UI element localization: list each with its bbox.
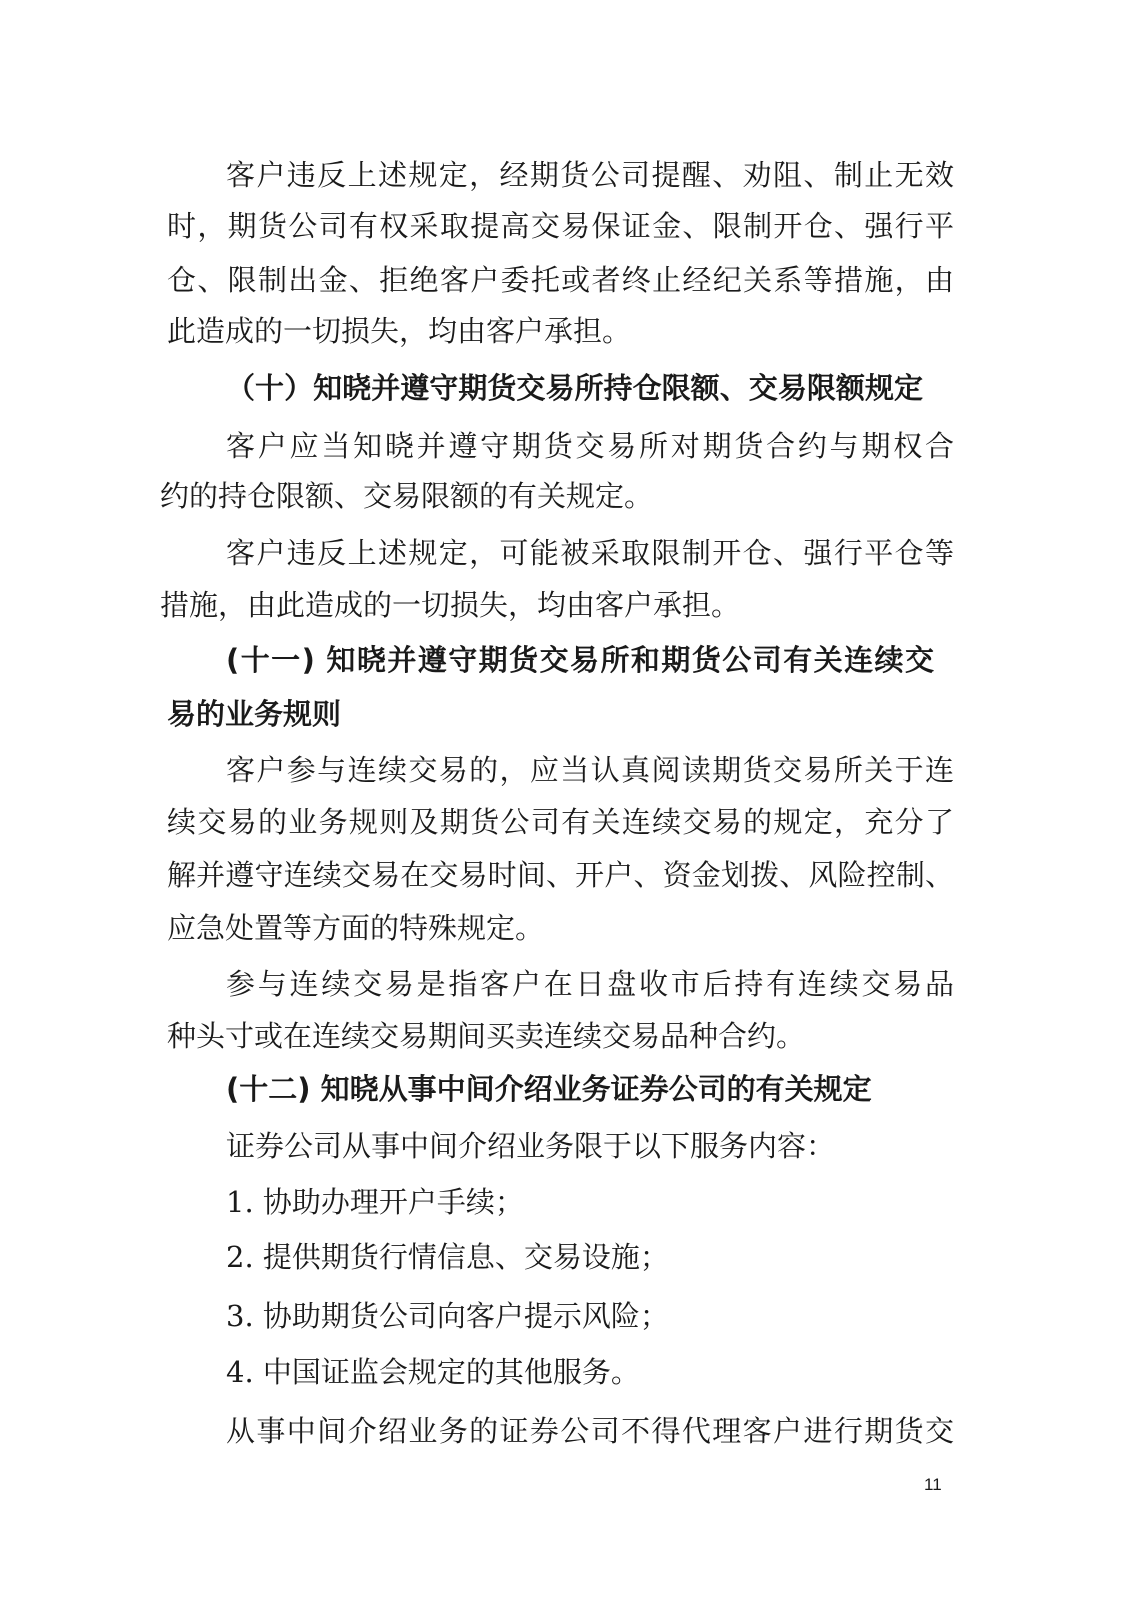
- paragraph-line: 约的持仓限额、交易限额的有关规定。: [160, 479, 654, 513]
- paragraph-line: 证券公司从事中间介绍业务限于以下服务内容：: [226, 1129, 836, 1163]
- section-heading: （十）知晓并遵守期货交易所持仓限额、交易限额规定: [226, 371, 923, 405]
- paragraph-line: 客户违反上述规定，经期货公司提醒、劝阻、制止无效: [226, 158, 954, 192]
- paragraph-line: 从事中间介绍业务的证券公司不得代理客户进行期货交: [226, 1414, 954, 1448]
- list-item: 2. 提供期货行情信息、交易设施；: [226, 1240, 669, 1274]
- section-heading: (十二) 知晓从事中间介绍业务证券公司的有关规定: [226, 1072, 872, 1106]
- section-heading: 易的业务规则: [167, 697, 342, 731]
- paragraph-line: 客户违反上述规定，可能被采取限制开仓、强行平仓等: [226, 536, 954, 570]
- paragraph-line: 此造成的一切损失，均由客户承担。: [167, 314, 632, 348]
- section-heading: (十一) 知晓并遵守期货交易所和期货公司有关连续交: [226, 643, 934, 677]
- paragraph-line: 措施，由此造成的一切损失，均由客户承担。: [160, 588, 741, 622]
- list-item: 1. 协助办理开户手续；: [226, 1185, 524, 1219]
- page-number: 11: [924, 1475, 942, 1494]
- paragraph-line: 仓、限制出金、拒绝客户委托或者终止经纪关系等措施，由: [167, 263, 954, 297]
- list-item: 4. 中国证监会规定的其他服务。: [226, 1355, 640, 1389]
- paragraph-line: 续交易的业务规则及期货公司有关连续交易的规定，充分了: [167, 805, 954, 839]
- paragraph-line: 应急处置等方面的特殊规定。: [167, 911, 545, 945]
- paragraph-line: 客户应当知晓并遵守期货交易所对期货合约与期权合: [226, 429, 954, 463]
- list-item: 3. 协助期货公司向客户提示风险；: [226, 1299, 669, 1333]
- paragraph-line: 解并遵守连续交易在交易时间、开户、资金划拨、风险控制、: [167, 858, 954, 892]
- paragraph-line: 时，期货公司有权采取提高交易保证金、限制开仓、强行平: [167, 209, 954, 243]
- paragraph-line: 参与连续交易是指客户在日盘收市后持有连续交易品: [226, 967, 954, 1001]
- paragraph-line: 客户参与连续交易的，应当认真阅读期货交易所关于连: [226, 753, 954, 787]
- paragraph-line: 种头寸或在连续交易期间买卖连续交易品种合约。: [167, 1019, 806, 1053]
